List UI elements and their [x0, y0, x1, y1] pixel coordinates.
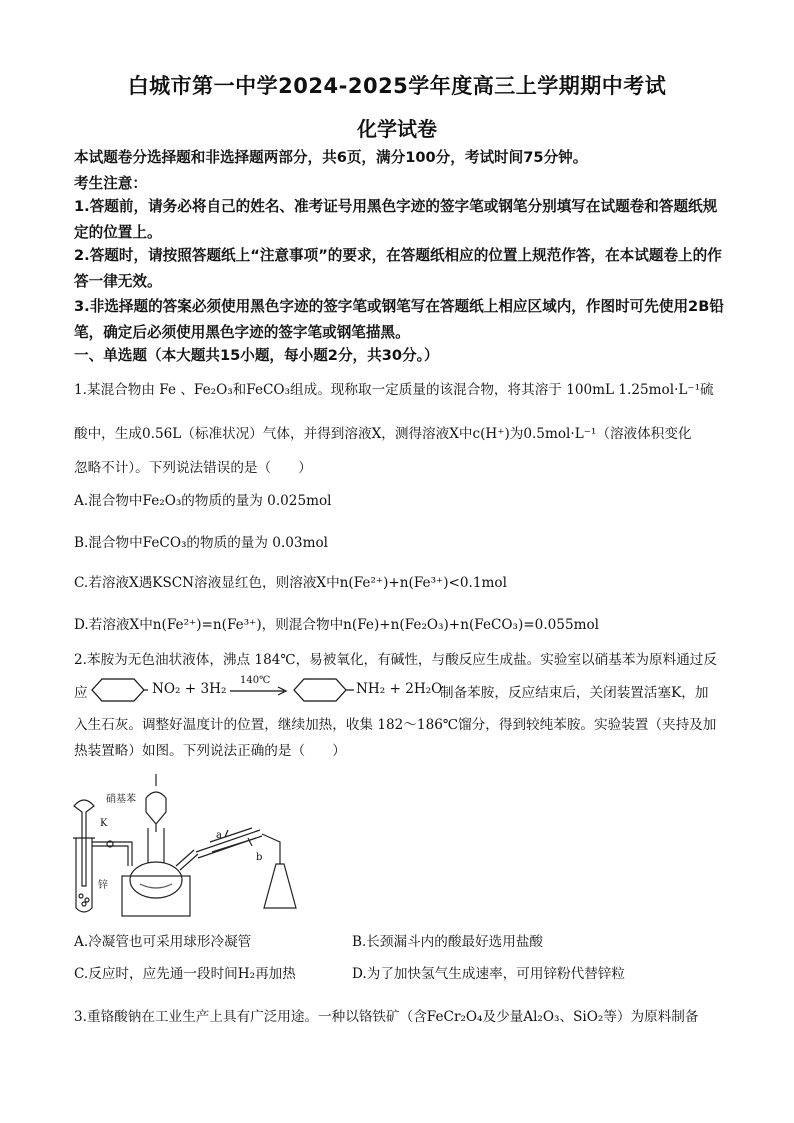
label-k: K — [100, 818, 108, 829]
q1-option-b: B.混合物中FeCO₃的物质的量为 0.03mol — [74, 535, 328, 551]
q2-line4: 热装置略）如图。下列说法正确的是（ ） — [74, 743, 346, 759]
q2-eq-reactant: NO₂ + 3H₂ — [152, 681, 227, 697]
notice-heading: 考生注意： — [74, 175, 147, 192]
q2-eq-condition: 140℃ — [240, 675, 271, 686]
label-b: b — [256, 852, 263, 863]
q1-option-a: A.混合物中Fe₂O₃的物质的量为 0.025mol — [74, 493, 332, 509]
q2-option-c: C.反应时，应先通一段时间H₂再加热 — [74, 966, 296, 982]
q2-option-a: A.冷凝管也可采用球形冷凝管 — [74, 934, 252, 950]
q2-line3: 入生石灰。调整好温度计的位置，继续加热，收集 182～186℃馏分，得到较纯苯胺。实验装置（夹持及加 — [74, 717, 717, 733]
notice-item-3: 3.非选择题的答案必须使用黑色字迹的签字笔或钢笔写在答题纸上相应区域内，作图时可先使用2B铅笔，确定后必须使用黑色字迹的签字笔或钢笔描黑。 — [74, 298, 724, 341]
q2-line1: 2.苯胺为无色油状液体，沸点 184℃，易被氧化，有碱性，与酸反应生成盐。实验室以硝基苯为原料通过反 — [74, 652, 717, 668]
q2-eq-product: NH₂ + 2H₂O — [356, 681, 443, 697]
notice-intro: 本试题卷分选择题和非选择题两部分，共6页，满分100分，考试时间75分钟。 — [74, 149, 588, 166]
label-a: a — [216, 830, 222, 841]
exam-subtitle: 化学试卷 — [357, 117, 437, 141]
label-zinc: 锌 — [98, 880, 108, 891]
q2-option-b: B.长颈漏斗内的酸最好选用盐酸 — [352, 934, 544, 950]
exam-title: 白城市第一中学2024-2025学年度高三上学期期中考试 — [127, 74, 667, 98]
q3-line1: 3.重铬酸钠在工业生产上具有广泛用途。一种以铬铁矿（含FeCr₂O₄及少量Al₂O₃、SiO₂等）为原料制备 — [74, 1009, 699, 1025]
q1-line3: 忽略不计）。下列说法错误的是（ ） — [74, 460, 312, 476]
q2-eq-left: 应 — [74, 685, 88, 701]
label-nitrobenzene: 硝基苯 — [106, 794, 136, 805]
q1-line2: 酸中，生成0.56L（标准状况）气体，并得到溶液X，测得溶液X中c(H⁺)为0.5mol·L⁻¹（溶液体积变化 — [74, 426, 692, 442]
benzene-ring-icon — [88, 674, 148, 706]
q2-option-d: D.为了加快氢气生成速率，可用锌粉代替锌粒 — [352, 966, 626, 982]
notice-item-1: 1.答题前，请务必将自己的姓名、准考证号用黑色字迹的签字笔或钢笔分别填写在试题卷和答题纸规定的位置上。 — [74, 198, 718, 241]
benzene-ring-icon — [290, 674, 356, 706]
q1-option-c: C.若溶液X遇KSCN溶液显红色，则溶液X中n(Fe²⁺)+n(Fe³⁺)<0.1mol — [74, 575, 507, 591]
reaction-arrow-icon — [228, 685, 290, 697]
apparatus-figure — [70, 768, 320, 918]
q1-option-d: D.若溶液X中n(Fe²⁺)=n(Fe³⁺)，则混合物中n(Fe)+n(Fe₂O₃)+n(FeCO₃)=0.055mol — [74, 617, 600, 633]
notice-item-2: 2.答题时，请按照答题纸上“注意事项”的要求，在答题纸相应的位置上规范作答，在本试题卷上的作答一律无效。 — [74, 247, 722, 290]
q1-line1: 1.某混合物由 Fe 、Fe₂O₃和FeCO₃组成。现称取一定质量的该混合物，将其溶于 100mL 1.25mol·L⁻¹硫 — [74, 382, 714, 398]
q2-eq-after: 制备苯胺，反应结束后，关闭装置活塞K，加 — [440, 685, 709, 701]
section-heading: 一、单选题（本大题共15小题，每小题2分，共30分。） — [74, 347, 439, 364]
